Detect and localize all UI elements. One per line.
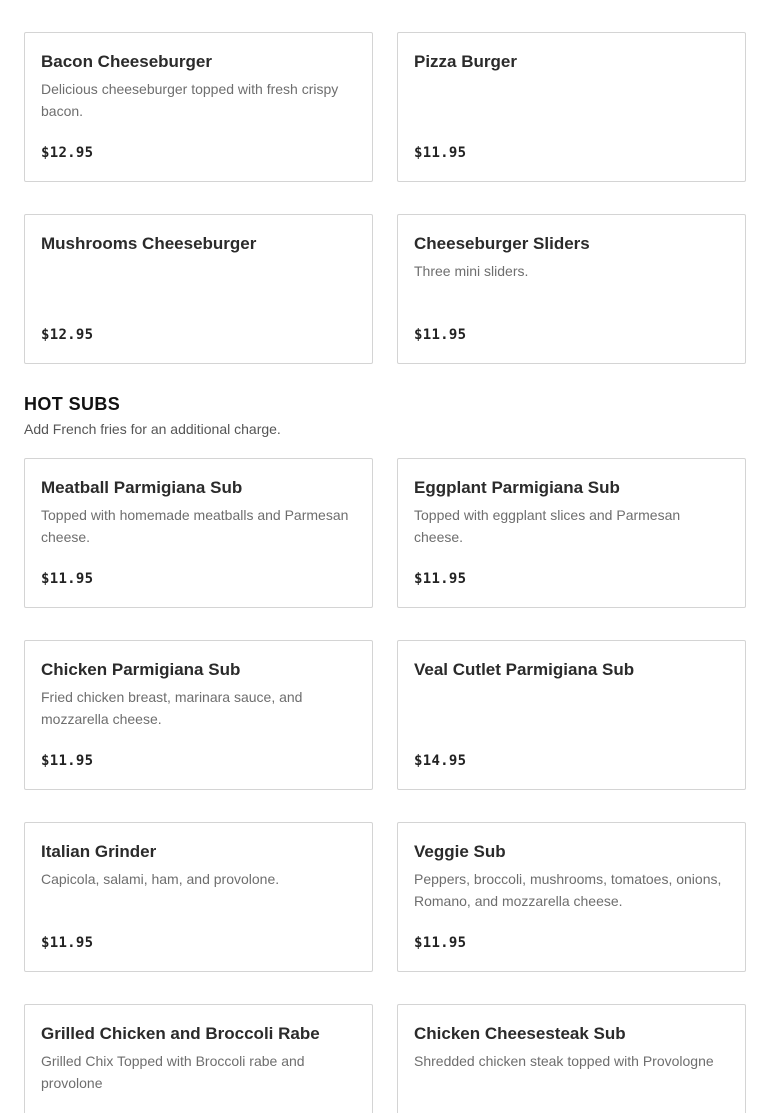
item-price: $11.95 bbox=[41, 753, 94, 769]
menu-item-card[interactable] bbox=[397, 640, 746, 790]
item-description: Capicola, salami, ham, and provolone. bbox=[41, 871, 280, 887]
item-price: $11.95 bbox=[41, 571, 94, 587]
menu-row bbox=[0, 214, 770, 364]
section-header-hot-subs bbox=[0, 392, 770, 439]
item-description: Grilled Chix Topped with Broccoli rabe and provolone bbox=[41, 1053, 305, 1091]
item-price: $14.95 bbox=[414, 753, 467, 769]
menu-row bbox=[0, 640, 770, 790]
item-name: Mushrooms Cheeseburger bbox=[41, 234, 257, 253]
menu-item-card[interactable] bbox=[24, 458, 373, 608]
item-description: Topped with eggplant slices and Parmesan cheese. bbox=[414, 507, 681, 545]
item-description: Shredded chicken steak topped with Provologne bbox=[414, 1053, 714, 1069]
item-price: $11.95 bbox=[414, 145, 467, 161]
item-name: Veal Cutlet Parmigiana Sub bbox=[414, 660, 635, 679]
item-description: Fried chicken breast, marinara sauce, and mozzarella cheese. bbox=[41, 689, 303, 727]
menu-item-card[interactable] bbox=[24, 1004, 373, 1113]
item-name: Pizza Burger bbox=[414, 52, 517, 71]
item-price: $12.95 bbox=[41, 327, 94, 343]
item-price: $11.95 bbox=[41, 935, 94, 951]
menu-row bbox=[0, 822, 770, 972]
menu-item-card[interactable] bbox=[24, 32, 373, 182]
item-name: Grilled Chicken and Broccoli Rabe bbox=[41, 1024, 320, 1043]
menu-item-card[interactable] bbox=[397, 214, 746, 364]
item-price: $11.95 bbox=[414, 935, 467, 951]
menu-item-card[interactable] bbox=[397, 822, 746, 972]
item-price: $11.95 bbox=[414, 327, 467, 343]
item-description: Peppers, broccoli, mushrooms, tomatoes, onions, Romano, and mozzarella cheese. bbox=[414, 871, 722, 909]
menu-item-card[interactable] bbox=[397, 32, 746, 182]
item-name: Meatball Parmigiana Sub bbox=[41, 478, 243, 497]
item-name: Italian Grinder bbox=[41, 842, 157, 861]
item-name: Chicken Parmigiana Sub bbox=[41, 660, 241, 679]
item-name: Bacon Cheeseburger bbox=[41, 52, 212, 71]
menu-row bbox=[0, 458, 770, 608]
item-price: $12.95 bbox=[41, 145, 94, 161]
item-description: Topped with homemade meatballs and Parmesan cheese. bbox=[41, 507, 349, 545]
item-name: Veggie Sub bbox=[414, 842, 506, 861]
item-name: Eggplant Parmigiana Sub bbox=[414, 478, 620, 497]
item-name: Chicken Cheesesteak Sub bbox=[414, 1024, 626, 1043]
item-description: Three mini sliders. bbox=[414, 263, 529, 279]
menu-item-card[interactable] bbox=[24, 640, 373, 790]
menu-item-card[interactable] bbox=[24, 822, 373, 972]
menu-content bbox=[0, 32, 770, 1113]
menu-row bbox=[0, 1004, 770, 1113]
section-title: HOT SUBS bbox=[24, 394, 121, 414]
menu-item-card[interactable] bbox=[397, 458, 746, 608]
item-price: $11.95 bbox=[414, 571, 467, 587]
section-note: Add French fries for an additional charge. bbox=[24, 421, 281, 437]
menu-row bbox=[0, 32, 770, 182]
item-description: Delicious cheeseburger topped with fresh crispy bacon. bbox=[41, 81, 339, 119]
menu-item-card[interactable] bbox=[24, 214, 373, 364]
menu-item-card[interactable] bbox=[397, 1004, 746, 1113]
item-name: Cheeseburger Sliders bbox=[414, 234, 590, 253]
